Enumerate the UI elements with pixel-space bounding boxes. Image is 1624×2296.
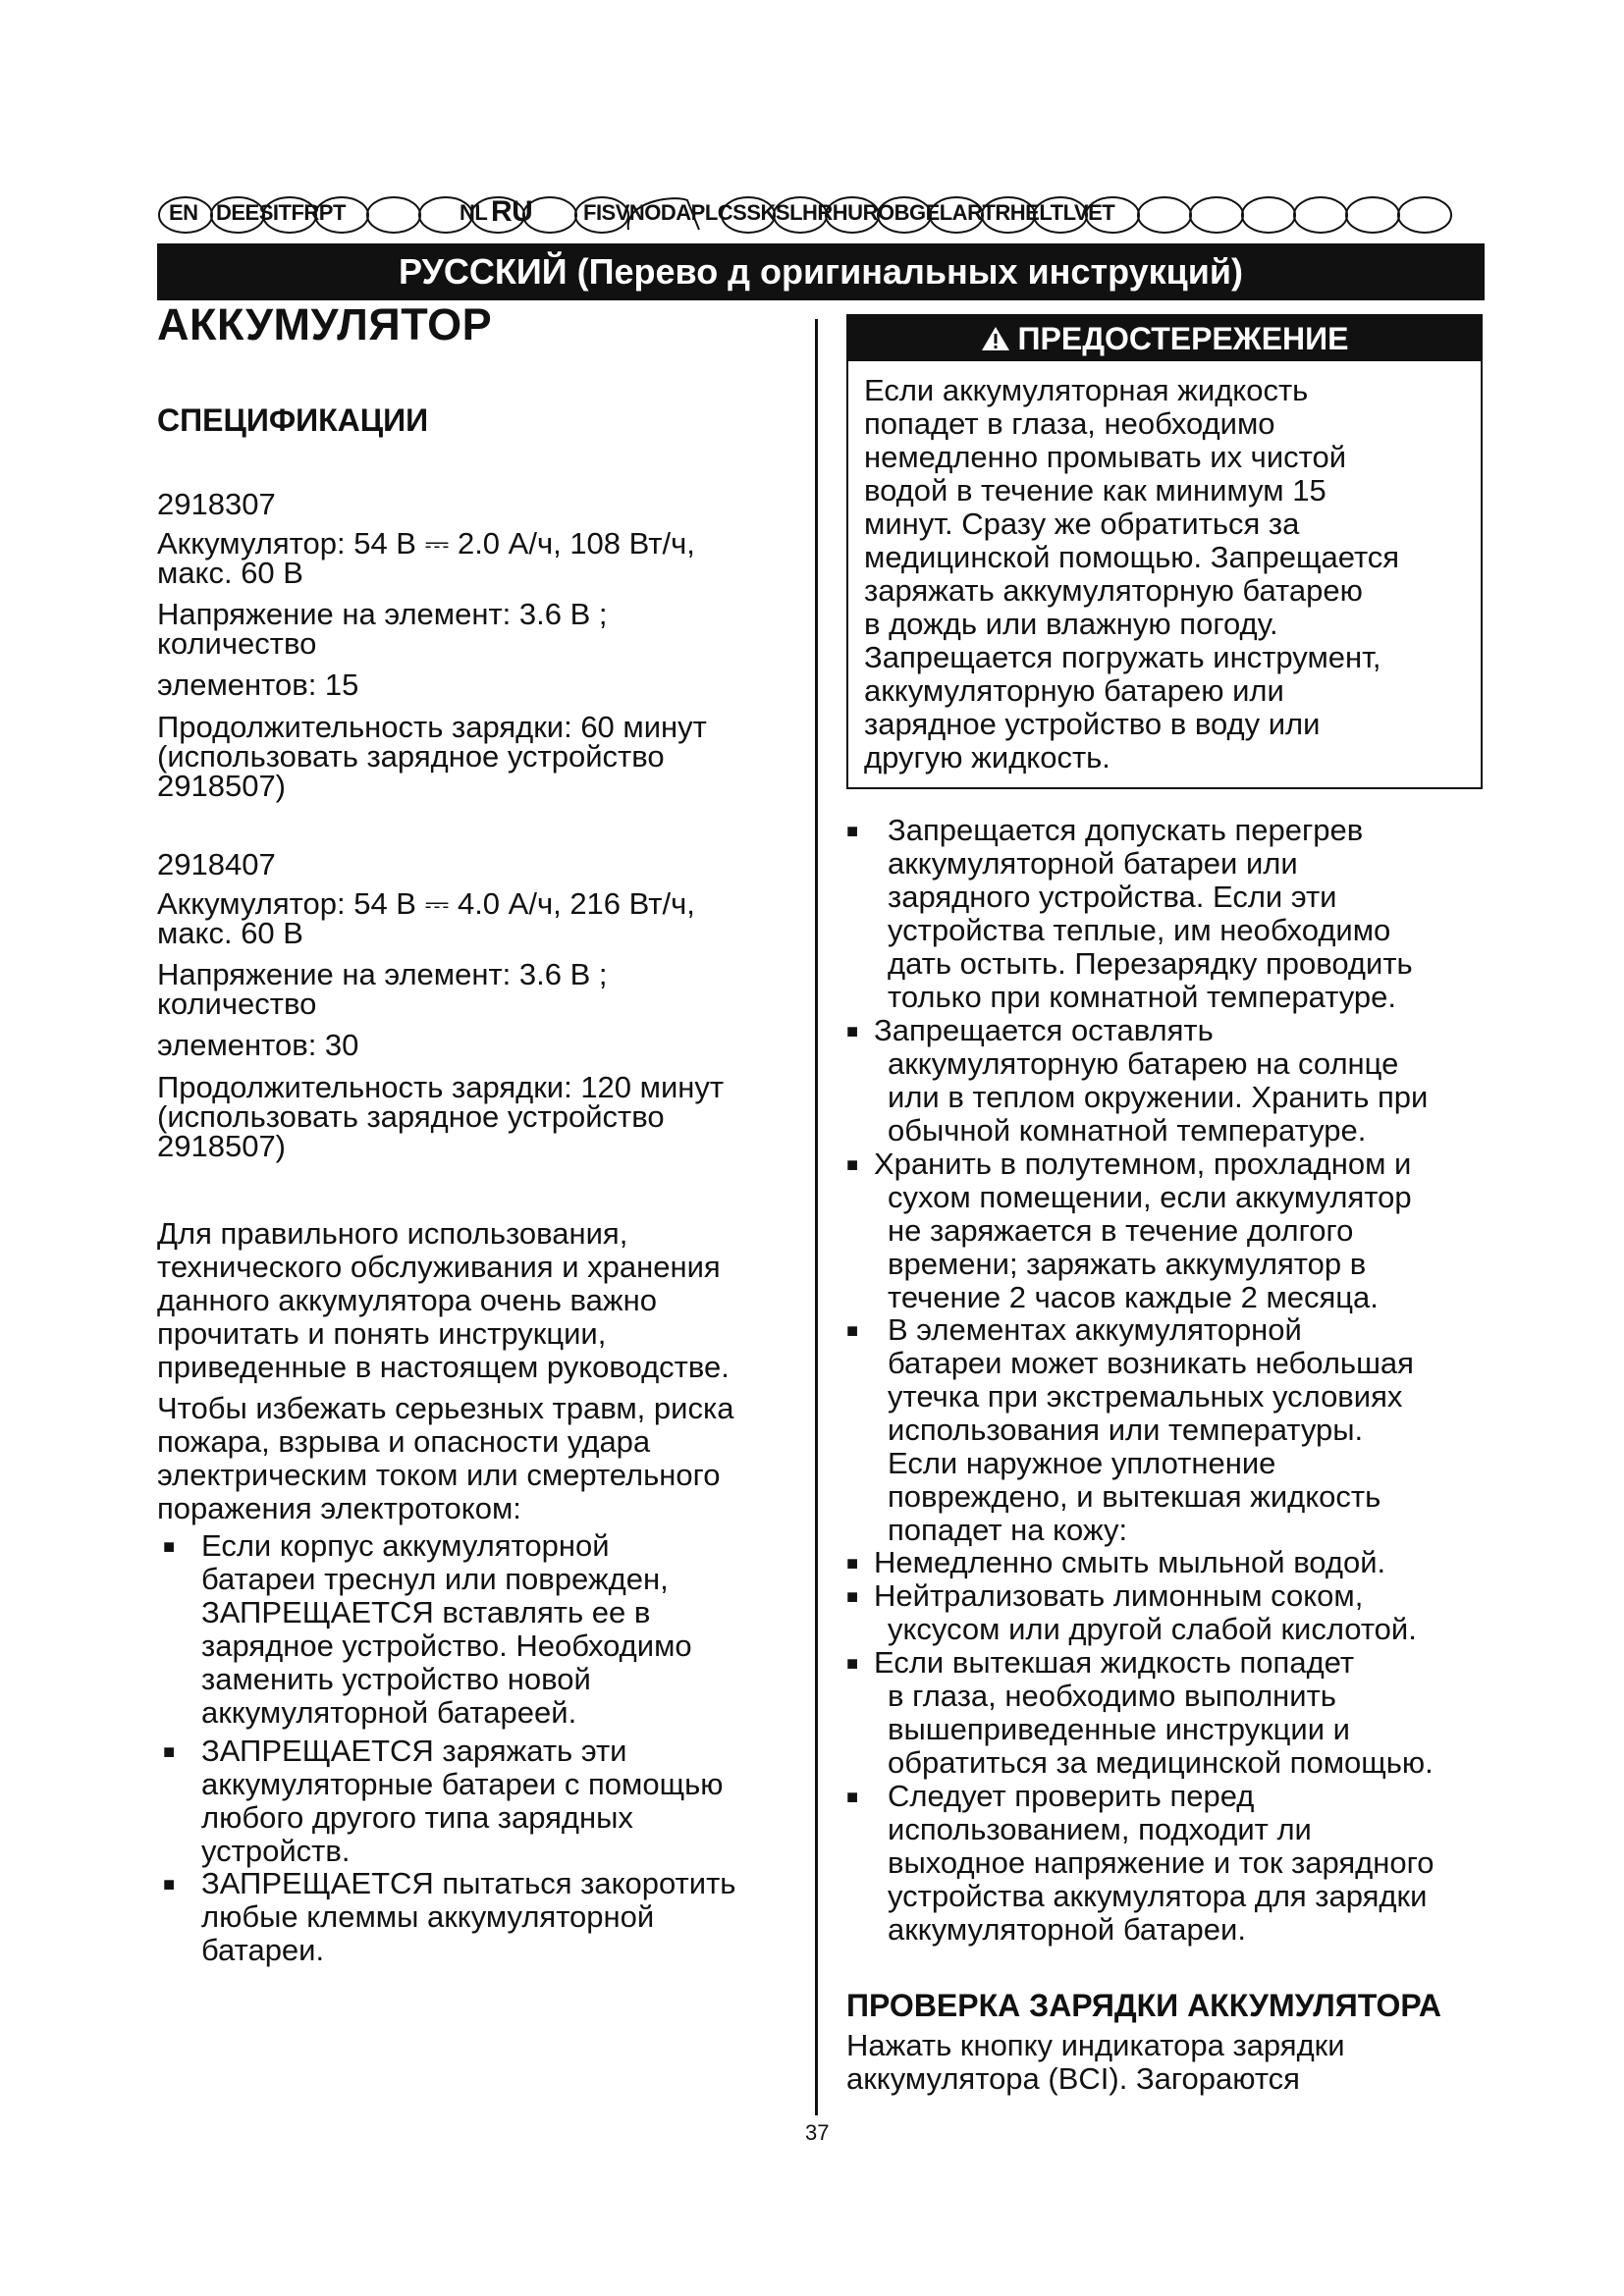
bullet-line: В элементах аккумуляторной [888, 1312, 1302, 1347]
spec2-battery-max: макс. 60 В [157, 916, 303, 950]
bullet-line: времени; заряжать аккумулятор в [888, 1247, 1367, 1281]
charge-check-line: аккумулятора (BCI). Загораются [846, 2061, 1300, 2096]
warning-line: Если аккумуляторная жидкость [864, 373, 1309, 407]
bullet-line: или в теплом окружении. Хранить при [888, 1080, 1429, 1114]
spec2-model: 2918407 [157, 847, 276, 881]
bullet-line: зарядное устройство. Необходимо [201, 1629, 692, 1663]
bullet-line: повреждено, и вытекшая жидкость [888, 1479, 1381, 1514]
spec1-voltage-qty: количество [157, 626, 317, 661]
spec2-charge-time: Продолжительность зарядки: 120 минут [157, 1070, 725, 1104]
bullet-line: сухом помещении, если аккумулятор [888, 1180, 1412, 1214]
spec2-charger-model: 2918507) [157, 1129, 287, 1163]
spec2-charger: (использовать зарядное устройство [157, 1099, 665, 1134]
bullet-line: Если вытекшая жидкость попадет [874, 1645, 1355, 1680]
bullet-line: любые клеммы аккумуляторной [201, 1899, 655, 1934]
spec1-battery-max: макс. 60 В [157, 556, 303, 590]
safety-intro-line: поражения электротоком: [157, 1491, 521, 1525]
specs-heading: СПЕЦИФИКАЦИИ [157, 402, 429, 438]
page-number: 37 [805, 2120, 830, 2145]
bullet-line: любого другого типа зарядных [201, 1800, 633, 1835]
bullet-line: батареи треснул или поврежден, [201, 1562, 669, 1596]
spec2-voltage: Напряжение на элемент: 3.6 В ; [157, 957, 608, 991]
lang-label-group-1[interactable]: DEESITFRPT [216, 200, 346, 225]
bullet-line: в глаза, необходимо выполнить [888, 1679, 1336, 1713]
bullet-line: батареи может возникать небольшая [888, 1346, 1414, 1380]
bullet-square-icon: ■ [846, 1553, 859, 1575]
bullet-square-icon: ■ [846, 1154, 859, 1176]
warning-line: в дождь или влажную погоду. [864, 607, 1278, 641]
lang-label-ru[interactable]: RU [491, 195, 533, 228]
warning-line: Запрещается погружать инструмент, [864, 640, 1381, 674]
spec2-battery: Аккумулятор: 54 В ⎓ 4.0 А/ч, 216 Вт/ч, [157, 886, 695, 921]
bullet-line: течение 2 часов каждые 2 месяца. [888, 1280, 1379, 1314]
bullet-line: Нейтрализовать лимонным соком, [874, 1578, 1364, 1613]
bullet-line: Запрещается допускать перегрев [888, 813, 1364, 847]
warning-line: зарядное устройство в воду или [864, 707, 1321, 741]
bullet-line: попадет на кожу: [888, 1513, 1128, 1547]
warning-line: попадет в глаза, необходимо [864, 406, 1275, 441]
bullet-line: обычной комнатной температуре. [888, 1113, 1367, 1148]
bullet-line: использования или температуры. [888, 1413, 1364, 1447]
warning-header [848, 316, 1481, 361]
bullet-line: обратиться за медицинской помощью. [888, 1745, 1434, 1780]
section-title-bar: РУССКИЙ (Перево д оригинальных инструкций) [157, 243, 1485, 300]
bullet-line: Запрещается оставлять [874, 1013, 1214, 1047]
bullet-square-icon: ■ [846, 1653, 859, 1675]
bullet-line: утечка при экстремальных условиях [888, 1379, 1403, 1414]
spec2-cells: элементов: 30 [157, 1028, 359, 1062]
bullet-line: Хранить в полутемном, прохладном и [874, 1147, 1412, 1181]
bullet-square-icon: ■ [846, 1320, 859, 1342]
spec1-voltage: Напряжение на элемент: 3.6 В ; [157, 597, 608, 631]
charge-check-line: Нажать кнопку индикатора зарядки [846, 2028, 1345, 2062]
warning-line: медицинской помощью. Запрещается [864, 540, 1400, 574]
bullet-square-icon: ■ [163, 1874, 176, 1896]
bullet-line: аккумуляторной батареей. [201, 1695, 577, 1730]
bullet-line: ЗАПРЕЩАЕТСЯ вставлять ее в [201, 1595, 651, 1629]
safety-intro-line: пожара, взрыва и опасности удара [157, 1424, 651, 1459]
bullet-square-icon: ■ [163, 1741, 176, 1763]
column-divider [815, 319, 818, 2115]
warning-line: минут. Сразу же обратиться за [864, 507, 1300, 541]
lang-label-en[interactable]: EN [169, 200, 198, 225]
bullet-square-icon: ■ [846, 1787, 859, 1808]
bullet-line: Немедленно смыть мыльной водой. [874, 1545, 1386, 1579]
bullet-line: не заряжается в течение долгого [888, 1213, 1354, 1248]
warning-title: ПРЕДОСТЕРЕЖЕНИЕ [1017, 321, 1349, 356]
bullet-line: Если корпус аккумуляторной [201, 1528, 610, 1563]
warning-line: водой в течение как минимум 15 [864, 473, 1326, 507]
bullet-line: ЗАПРЕЩАЕТСЯ заряжать эти [201, 1734, 627, 1768]
warning-line: аккумуляторную батарею или [864, 673, 1284, 708]
intro-line: технического обслуживания и хранения [157, 1250, 721, 1284]
intro-line: приведенные в настоящем руководстве. [157, 1350, 730, 1384]
intro-line: прочитать и понять инструкции, [157, 1316, 607, 1351]
bullet-line: аккумуляторной батареи. [888, 1912, 1246, 1947]
bullet-line: зарядного устройства. Если эти [888, 880, 1337, 914]
spec1-charge-time: Продолжительность зарядки: 60 минут [157, 710, 707, 744]
safety-intro-line: Чтобы избежать серьезных травм, риска [157, 1391, 734, 1425]
bullet-square-icon: ■ [846, 1586, 859, 1608]
bullet-line: выходное напряжение и ток зарядного [888, 1845, 1435, 1880]
bullet-line: использованием, подходит ли [888, 1812, 1312, 1846]
lang-label-group-2[interactable]: FISVNODAPLCSSKSLHRHUROBGELARTRHELTLVET [583, 200, 1115, 225]
spec1-model: 2918307 [157, 487, 276, 521]
bullet-line: уксусом или другой слабой кислотой. [888, 1612, 1417, 1646]
bullet-line: Если наружное уплотнение [888, 1446, 1276, 1480]
bullet-line: дать остыть. Перезарядку проводить [888, 946, 1413, 981]
spec1-charger-model: 2918507) [157, 769, 287, 803]
bullet-line: ЗАПРЕЩАЕТСЯ пытаться закоротить [201, 1866, 736, 1900]
spec1-battery: Аккумулятор: 54 В ⎓ 2.0 А/ч, 108 Вт/ч, [157, 526, 695, 561]
bullet-line: только при комнатной температуре. [888, 980, 1397, 1014]
bullet-line: батареи. [201, 1933, 325, 1967]
bullet-line: аккумуляторные батареи с помощью [201, 1767, 724, 1801]
bullet-square-icon: ■ [163, 1536, 176, 1558]
bullet-line: вышеприведенные инструкции и [888, 1712, 1350, 1746]
warning-line: заряжать аккумуляторную батарею [864, 573, 1363, 608]
warning-triangle-icon [981, 326, 1010, 351]
bullet-square-icon: ■ [846, 821, 859, 842]
bullet-line: устройства теплые, им необходимо [888, 913, 1391, 947]
intro-line: данного аккумулятора очень важно [157, 1283, 657, 1317]
bullet-line: устройств. [201, 1834, 351, 1868]
spec2-voltage-qty: количество [157, 987, 317, 1021]
bullet-line: заменить устройство новой [201, 1662, 591, 1696]
warning-line: другую жидкость. [864, 740, 1110, 774]
spec1-charger: (использовать зарядное устройство [157, 739, 665, 774]
bullet-square-icon: ■ [846, 1021, 859, 1042]
bullet-line: аккумуляторную батарею на солнце [888, 1046, 1399, 1081]
safety-intro-line: электрическим током или смертельного [157, 1458, 721, 1492]
charge-check-heading: ПРОВЕРКА ЗАРЯДКИ АККУМУЛЯТОРА [846, 1988, 1442, 2023]
warning-line: немедленно промывать их чистой [864, 440, 1347, 474]
bullet-line: Следует проверить перед [888, 1779, 1255, 1813]
bullet-line: устройства аккумулятора для зарядки [888, 1879, 1428, 1913]
spec1-cells: элементов: 15 [157, 667, 359, 702]
bullet-line: аккумуляторной батареи или [888, 846, 1298, 881]
lang-label-nl[interactable]: NL [460, 200, 488, 225]
language-bar [157, 194, 1485, 236]
page-heading: АККУМУЛЯТОР [157, 299, 493, 349]
intro-line: Для правильного использования, [157, 1216, 628, 1251]
